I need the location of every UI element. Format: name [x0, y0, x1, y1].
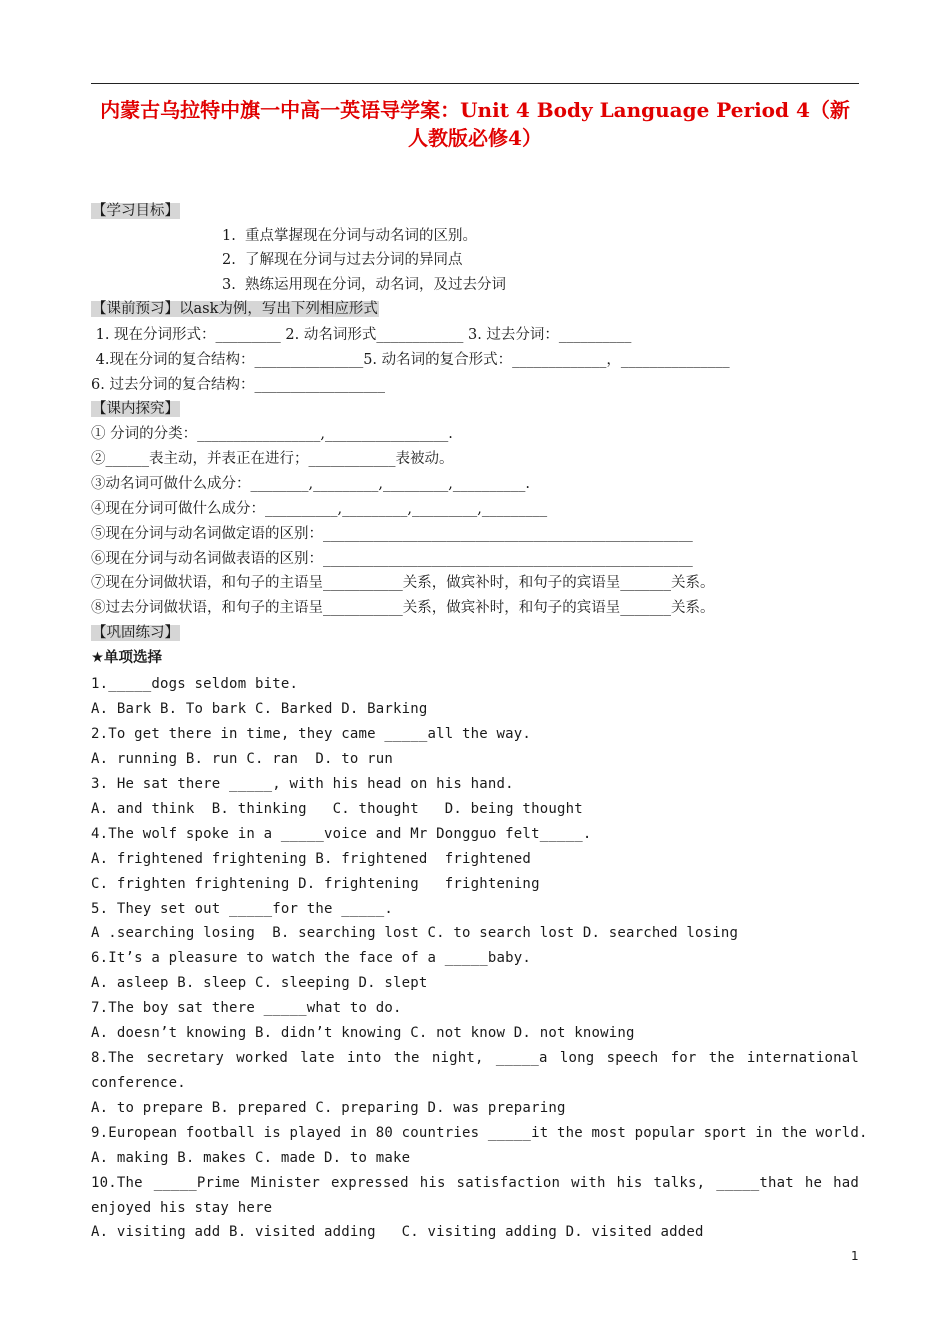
- question-line: 9.European football is played in 80 countries _____it the most popular sport in the world.: [91, 1125, 868, 1141]
- answer-options: A. frightened frightening B. frightened frightened: [91, 851, 532, 867]
- preview-line: 6. 过去分词的复合结构：__________________: [91, 377, 385, 393]
- page-number: 1: [851, 1249, 859, 1263]
- preview-line: 4.现在分词的复合结构：_______________5. 动名词的复合形式：_____________，_______________: [91, 352, 730, 368]
- question-line: 10.The _____Prime Minister expressed his satisfaction with his talks, _____that he had: [91, 1175, 859, 1191]
- answer-options: A. and think B. thinking C. thought D. being thought: [91, 801, 583, 817]
- goal-item: 3. 熟练运用现在分词，动名词，及过去分词: [222, 277, 507, 293]
- answer-options: A. making B. makes C. made D. to make: [91, 1150, 411, 1166]
- answer-options: A. running B. run C. ran D. to run: [91, 751, 394, 767]
- answer-options: A. asleep B. sleep C. sleeping D. slept: [91, 975, 428, 991]
- section-explore-heading: [91, 398, 180, 420]
- question-line: 8.The secretary worked late into the night, _____a long speech for the international: [91, 1050, 859, 1066]
- answer-options: C. frighten frightening D. frightening frightening: [91, 876, 540, 892]
- multiple-choice-heading: ★单项选择: [91, 650, 162, 666]
- explore-line: ②______表主动，并表正在进行；____________表被动。: [91, 451, 454, 467]
- goal-item: 2. 了解现在分词与过去分词的异同点: [222, 252, 463, 268]
- goal-item: 1. 重点掌握现在分词与动名词的区别。: [222, 228, 478, 244]
- section-goals-label: 【学习目标】: [92, 203, 179, 219]
- explore-line: ① 分词的分类：_________________,_________________.: [91, 426, 453, 442]
- header-rule: [91, 83, 859, 84]
- explore-line: ⑦现在分词做状语，和句子的主语呈___________关系，做宾补时，和句子的宾语呈_______关系。: [91, 575, 715, 591]
- answer-options: A .searching losing B. searching lost C. to search lost D. searched losing: [91, 925, 739, 941]
- section-explore-label: 【课内探究】: [92, 401, 179, 417]
- answer-options: A. doesn’t knowing B. didn’t knowing C. not know D. not knowing: [91, 1025, 635, 1041]
- question-line: 3. He sat there _____, with his head on his hand.: [91, 776, 514, 792]
- preview-line: 1. 现在分词形式：_________ 2. 动名词形式____________ 3. 过去分词：__________: [91, 327, 632, 343]
- explore-line: ③动名词可做什么成分：________,_________,_________,__________.: [91, 476, 530, 492]
- question-line-continued: conference.: [91, 1075, 186, 1091]
- question-line: 5. They set out _____for the _____.: [91, 901, 394, 917]
- question-line: 4.The wolf spoke in a _____voice and Mr Dongguo felt_____.: [91, 826, 592, 842]
- question-line: 1._____dogs seldom bite.: [91, 676, 299, 692]
- section-practice-heading: [91, 622, 180, 644]
- answer-options: A. to prepare B. prepared C. preparing D. was preparing: [91, 1100, 566, 1116]
- answer-options: A. Bark B. To bark C. Barked D. Barking: [91, 701, 428, 717]
- explore-line: ⑧过去分词做状语，和句子的主语呈___________关系，做宾补时，和句子的宾语呈_______关系。: [91, 600, 715, 616]
- answer-options: A. visiting add B. visited adding C. visiting adding D. visited added: [91, 1224, 704, 1240]
- explore-line: ⑥现在分词与动名词做表语的区别：___________________________________________________: [91, 551, 693, 567]
- explore-line: ④现在分词可做什么成分：__________,_________,_________,_________: [91, 501, 548, 517]
- question-line-continued: enjoyed his stay here: [91, 1200, 273, 1216]
- question-line: 7.The boy sat there _____what to do.: [91, 1000, 402, 1016]
- question-line: 2.To get there in time, they came _____all the way.: [91, 726, 532, 742]
- explore-line: ⑤现在分词与动名词做定语的区别：___________________________________________________: [91, 526, 693, 542]
- question-line: 6.It’s a pleasure to watch the face of a _____baby.: [91, 950, 532, 966]
- section-preview-label: 【课前预习】以ask为例，写出下列相应形式: [92, 301, 378, 317]
- section-practice-label: 【巩固练习】: [92, 625, 179, 641]
- document-title: 内蒙古乌拉特中旗一中高一英语导学案：Unit 4 Body Language Period 4（新人教版必修4）: [100, 98, 850, 150]
- section-preview-heading: [91, 298, 379, 320]
- section-goals-heading: [91, 200, 180, 222]
